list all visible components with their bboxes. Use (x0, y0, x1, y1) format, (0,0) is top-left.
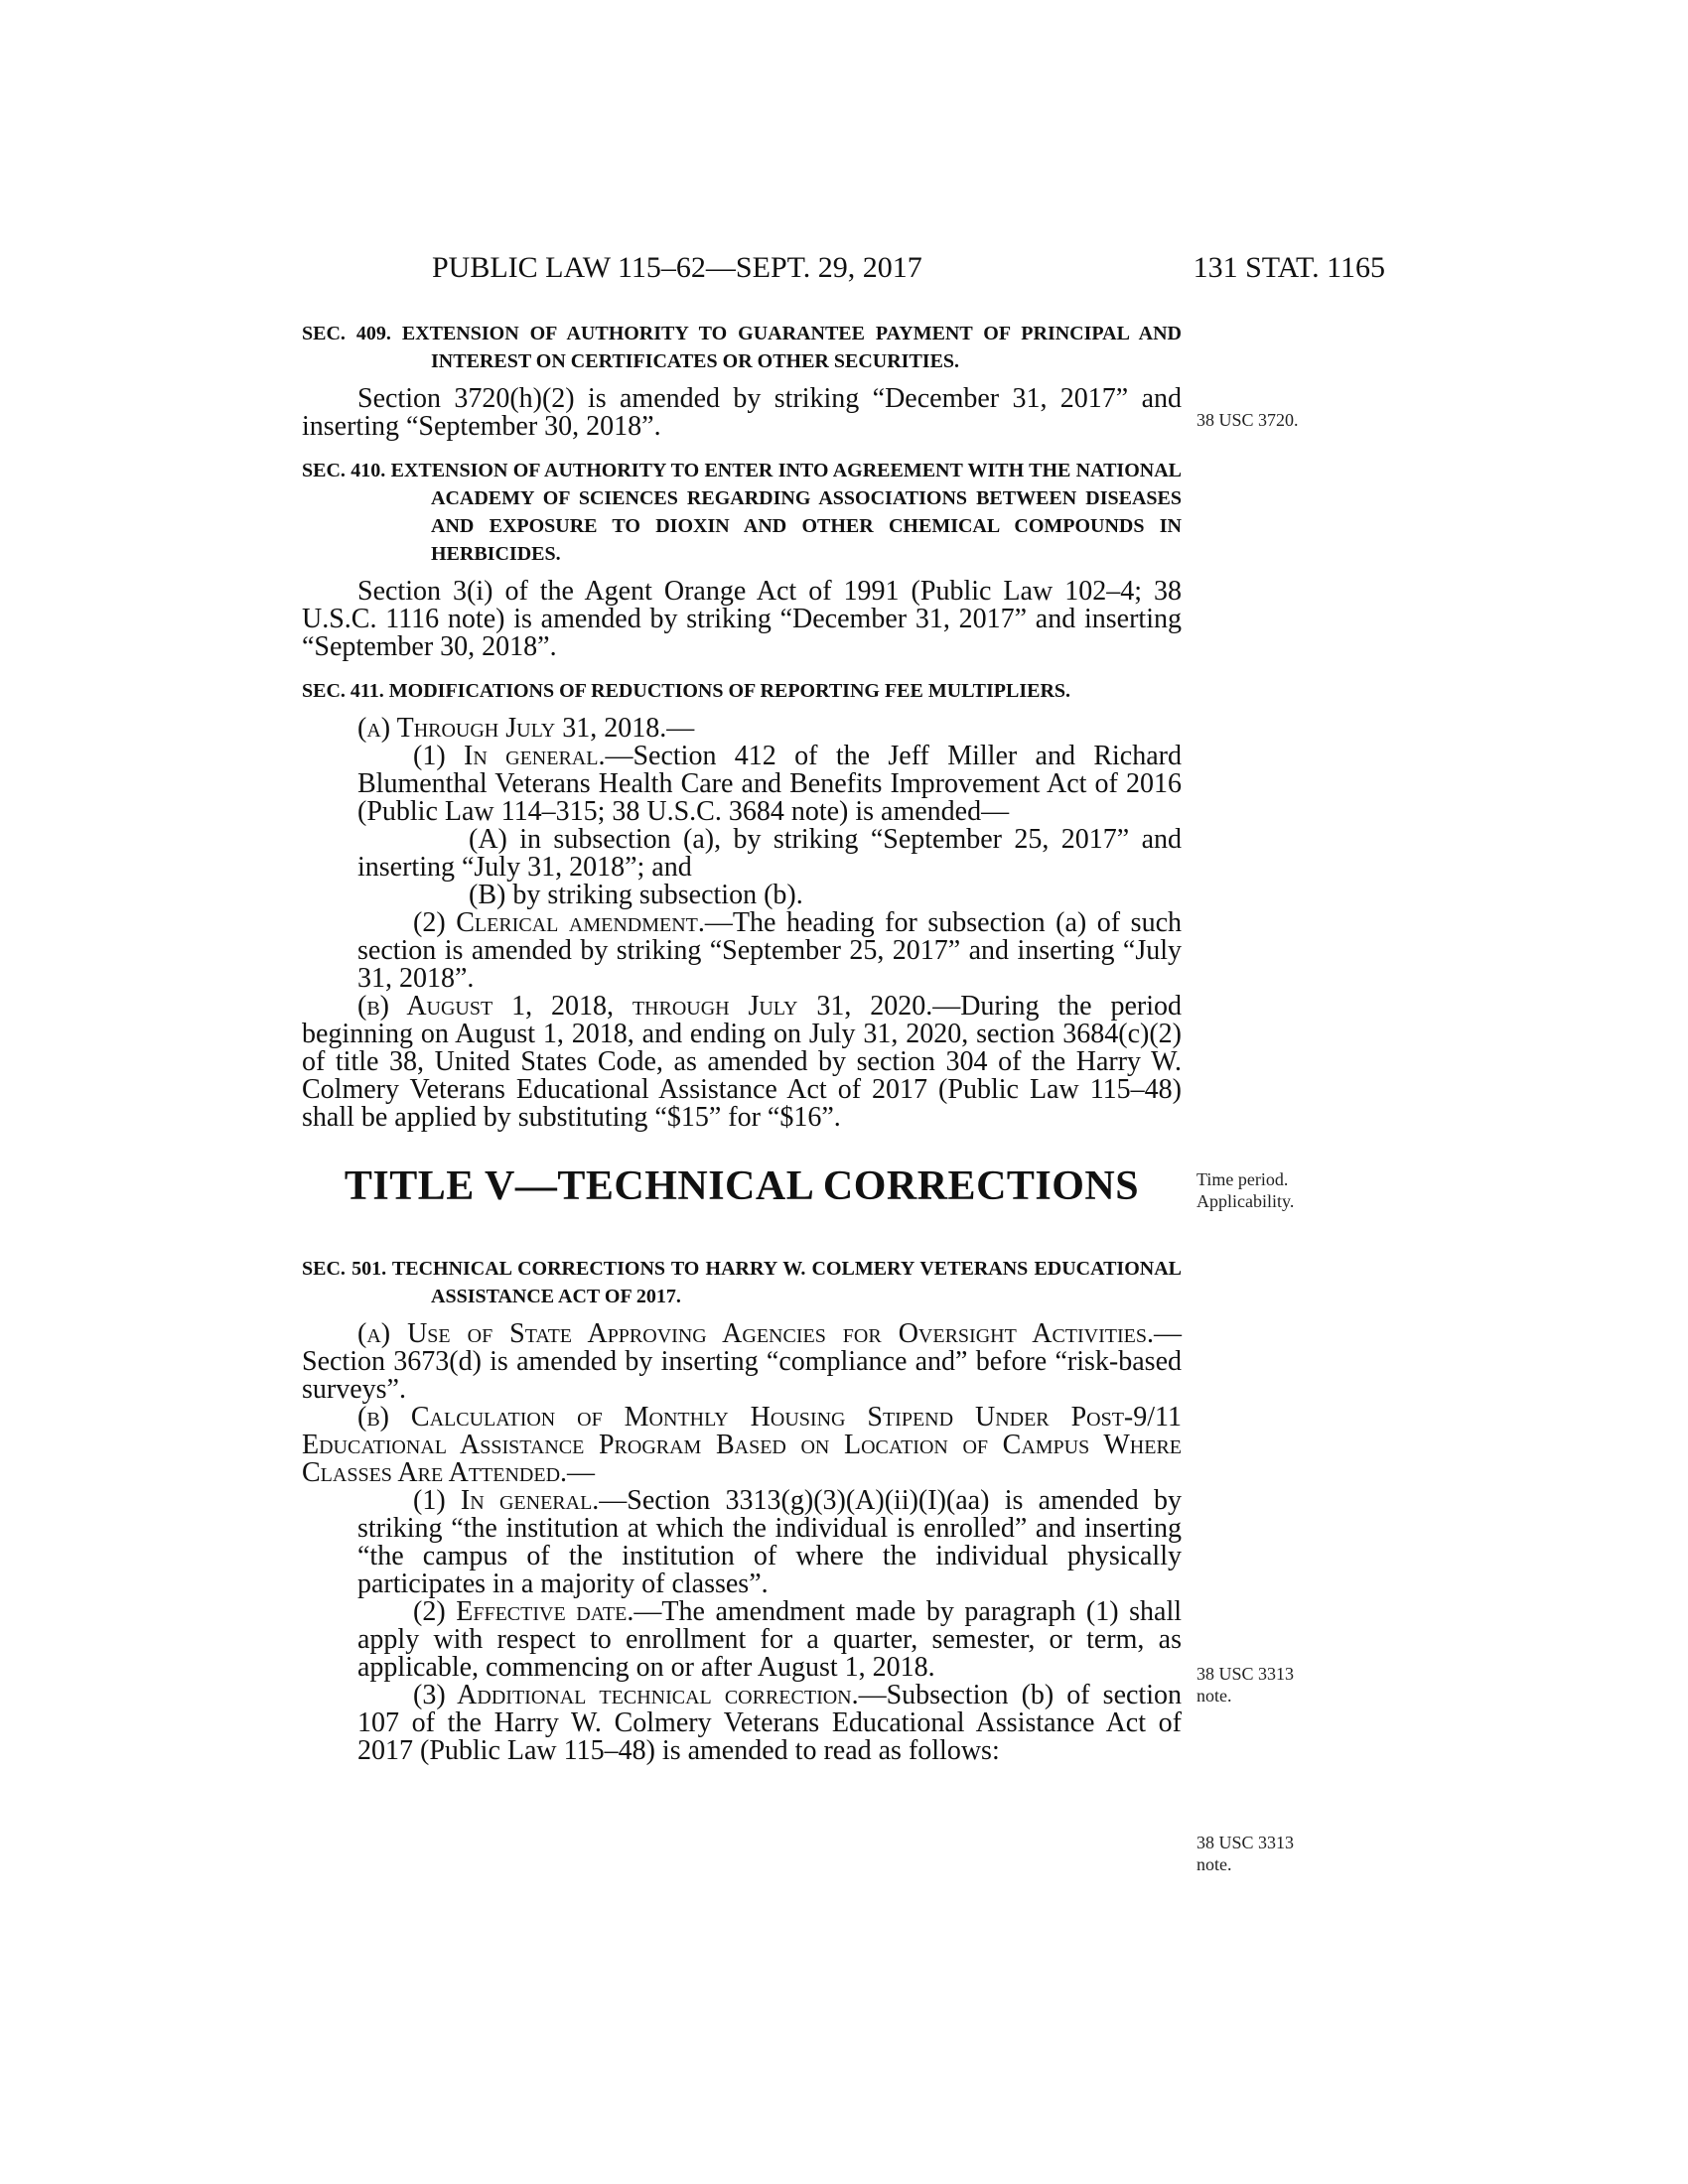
sec-410-body: Section 3(i) of the Agent Orange Act of 1991 (Public Law 102–4; 38 U.S.C. 1116 note) is amended by striking “December 31, 2017” and inserting “September 30, 2018”. (302, 576, 1182, 662)
margin-note-38-usc-3313-a-line2: note. (1196, 1686, 1232, 1706)
margin-note-38-usc-3313-a (1196, 1663, 1294, 1706)
sec-501-b2-heading: (2) Effective date. (413, 1596, 634, 1627)
sec-410-heading: SEC. 410. EXTENSION OF AUTHORITY TO ENTER INTO AGREEMENT WITH THE NATIONAL ACADEMY OF SCIENCES REGARDING ASSOCIATIONS BETWEEN DISEASES AND EXPOSURE TO DIOXIN AND OTHER CHEMICAL COMPOUNDS IN HERBICIDES. (302, 460, 1182, 565)
sec-501-a (302, 1320, 1182, 1404)
sec-411-b-body: —During the period beginning on August 1, 2018, and ending on July 31, 2020, section 3684(c)(2) of title 38, United States Code, as amended by section 304 of the Harry W. Colmery Veterans Educational Assistance Act of 2017 (Public Law 115–48) shall be applied by substituting “$15” for “$16”. (302, 991, 1183, 1133)
stat-page-number: 131 STAT. 1165 (1193, 251, 1385, 284)
sec-411-a1-body: —Section 412 of the Jeff Miller and Richard Blumenthal Veterans Health Care and Benefits Improvement Act of 2016 (Public Law 114–315; 38 U.S.C. 3684 note) is amended— (357, 741, 1182, 827)
title-v-heading: TITLE V—TECHNICAL CORRECTIONS (344, 1163, 1140, 1209)
sec-501-b1 (302, 1487, 1182, 1598)
sec-411-a2-heading: (2) Clerical amendment. (413, 907, 705, 938)
sec-501-b2 (302, 1598, 1182, 1682)
sec-501-a-body: —Section 3673(d) is amended by inserting “compliance and” before “risk-based surveys”. (302, 1318, 1182, 1405)
sec-501-a-heading: (a) Use of State Approving Agencies for Oversight Activities. (357, 1318, 1154, 1349)
margin-note-time-period (1196, 1168, 1294, 1212)
sec-501-b (302, 1404, 1182, 1487)
sec-411-a2-body: —The heading for subsection (a) of such section is amended by striking “September 25, 2017” and inserting “July 31, 2018”. (357, 907, 1182, 994)
sec-501-b3 (302, 1682, 1182, 1765)
margin-note-38-usc-3313-a-line1: 38 USC 3313 (1196, 1664, 1295, 1684)
sec-411-b (302, 993, 1182, 1132)
sec-501-heading: SEC. 501. TECHNICAL CORRECTIONS TO HARRY W. COLMERY VETERANS EDUCATIONAL ASSISTANCE ACT OF 2017. (302, 1258, 1182, 1307)
margin-note-time-period-line2: Applicability. (1196, 1191, 1295, 1211)
margin-note-38-usc-3313-b-line2: note. (1196, 1854, 1232, 1874)
margin-note-38-usc-3313-b-line1: 38 USC 3313 (1196, 1833, 1295, 1852)
sec-501-b1-body: —Section 3313(g)(3)(A)(ii)(I)(aa) is amended by striking “the institution at which the individual is enrolled” and inserting “the campus of the institution of where the individual physically participates in a majority of classes”. (357, 1485, 1182, 1599)
running-title: PUBLIC LAW 115–62—SEPT. 29, 2017 (432, 251, 922, 284)
sec-501-b2-body: —The amendment made by paragraph (1) shall apply with respect to enrollment for a quarter, semester, or term, as applicable, commencing on or after August 1, 2018. (357, 1596, 1183, 1683)
sec-501-b3-body: —Subsection (b) of section 107 of the Harry W. Colmery Veterans Educational Assistance Act of 2017 (Public Law 115–48) is amended to read as follows: (357, 1680, 1182, 1766)
sec-411-b-heading: (b) August 1, 2018, through July 31, 2020. (357, 991, 933, 1022)
sec-501-b-heading: (b) Calculation of Monthly Housing Stipend Under Post-9/11 Educational Assistance Program Based on Location of Campus Where Classes Are Attended. (302, 1402, 1182, 1488)
margin-note-38-usc-3313-b (1196, 1832, 1294, 1875)
margin-note-38-usc-3720: 38 USC 3720. (1196, 410, 1299, 430)
sec-411-a1 (302, 743, 1182, 826)
sec-409-heading: SEC. 409. EXTENSION OF AUTHORITY TO GUARANTEE PAYMENT OF PRINCIPAL AND INTEREST ON CERTIFICATES OR OTHER SECURITIES. (302, 323, 1182, 372)
main-text (302, 320, 1182, 1765)
sec-411-heading: SEC. 411. MODIFICATIONS OF REDUCTIONS OF REPORTING FEE MULTIPLIERS. (302, 680, 1071, 702)
sec-409-body: Section 3720(h)(2) is amended by striking “December 31, 2017” and inserting “September 30, 2018”. (302, 383, 1182, 442)
sec-411-a1B: (B) by striking subsection (b). (469, 880, 803, 910)
sec-501-b3-heading: (3) Additional technical correction. (413, 1680, 859, 1710)
margin-note-time-period-line1: Time period. (1196, 1169, 1289, 1189)
sec-411-a2 (302, 909, 1182, 993)
sec-411-a-heading: (a) Through July 31, 2018.— (357, 713, 695, 744)
sec-411-a1-heading: (1) In general. (413, 741, 606, 771)
sec-501-b-dash: — (567, 1457, 596, 1488)
sec-501-b1-heading: (1) In general. (413, 1485, 600, 1516)
sec-411-a1A: (A) in subsection (a), by striking “September 25, 2017” and inserting “July 31, 2018”; and (357, 824, 1182, 883)
